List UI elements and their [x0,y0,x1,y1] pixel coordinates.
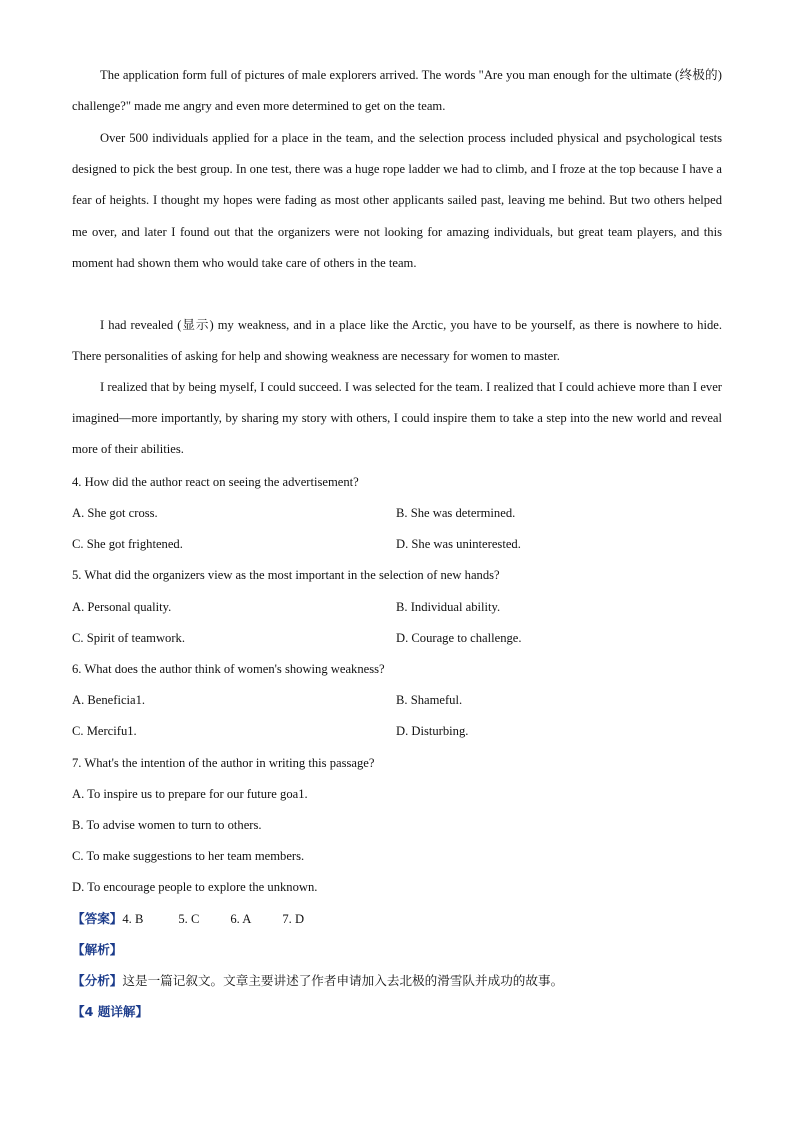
question-6-option-a: A. Beneficia1. [72,693,146,707]
question-5-stem: 5. What did the organizers view as the most important in the selection of new hands? [72,568,500,582]
analysis-label: 【解析】 [72,942,123,957]
answer-item: 7. D [282,912,305,926]
question-4-option-c: C. She got frightened. [72,537,183,551]
question-4-option-b: B. She was determined. [396,506,516,520]
question-6-option-c: C. Mercifu1. [72,724,137,738]
answer-item: 4. B [122,912,144,926]
question-5-option-d: D. Courage to challenge. [396,631,522,645]
question-7-option-d: D. To encourage people to explore the unknown. [72,880,318,894]
answer-item: 6. A [230,912,252,926]
question-6-option-b: B. Shameful. [396,693,463,707]
question-6-stem: 6. What does the author think of women's showing weakness? [72,662,385,676]
question-7-option-a: A. To inspire us to prepare for our future goa1. [72,787,308,801]
question-7-option-c: C. To make suggestions to her team members. [72,849,305,863]
answer-item: 5. C [178,912,200,926]
question-5-option-c: C. Spirit of teamwork. [72,631,185,645]
question-5-option-b: B. Individual ability. [396,600,501,614]
question-7-stem: 7. What's the intention of the author in writing this passage? [72,756,375,770]
passage-paragraph-4: I realized that by being myself, I could succeed. I was selected for the team. I realized that I could achieve more than I ever imagined—more importantly, by sharing my story with others, I could inspire them to take a step into the new world and reveal more of their abilities. [72,380,722,457]
passage-paragraph-1: The application form full of pictures of male explorers arrived. The words "Are you man enough for the ultimate (终极的) challenge?" made me angry and even more determined to get on the team. [72,68,722,114]
analysis-summary-text: 这是一篇记叙文。文章主要讲述了作者申请加入去北极的滑雪队并成功的故事。 [122,973,564,988]
question-6-option-d: D. Disturbing. [396,724,469,738]
question-4-option-a: A. She got cross. [72,506,158,520]
question-4-stem: 4. How did the author react on seeing the advertisement? [72,475,359,489]
answer-label: 【答案】 [72,911,123,926]
analysis-summary [72,973,563,989]
analysis-summary-label: 【分析】 [72,973,123,988]
passage-paragraph-3: I had revealed (显示) my weakness, and in a place like the Arctic, you have to be yourself, as there is nowhere to hide. There personalities of asking for help and showing weakness are necessary for women to master. [72,318,722,364]
question-4-option-d: D. She was uninterested. [396,537,521,551]
answer-row [72,911,304,927]
question-4-detail-label: 【4 题详解】 [72,1004,149,1019]
question-5-option-a: A. Personal quality. [72,600,172,614]
passage-paragraph-2: Over 500 individuals applied for a place in the team, and the selection process included physical and psychological tests designed to pick the best group. In one test, there was a huge rope ladder we had to climb, and I froze at the top because I have a fear of heights. I thought my hopes were fading as most other applicants sailed past, leaving me behind. But two others helped me over, and later I found out that the organizers were not looking for amazing individuals, but great team players, and this moment had shown them who would take care of others in the team. [72,131,722,270]
question-7-option-b: B. To advise women to turn to others. [72,818,262,832]
